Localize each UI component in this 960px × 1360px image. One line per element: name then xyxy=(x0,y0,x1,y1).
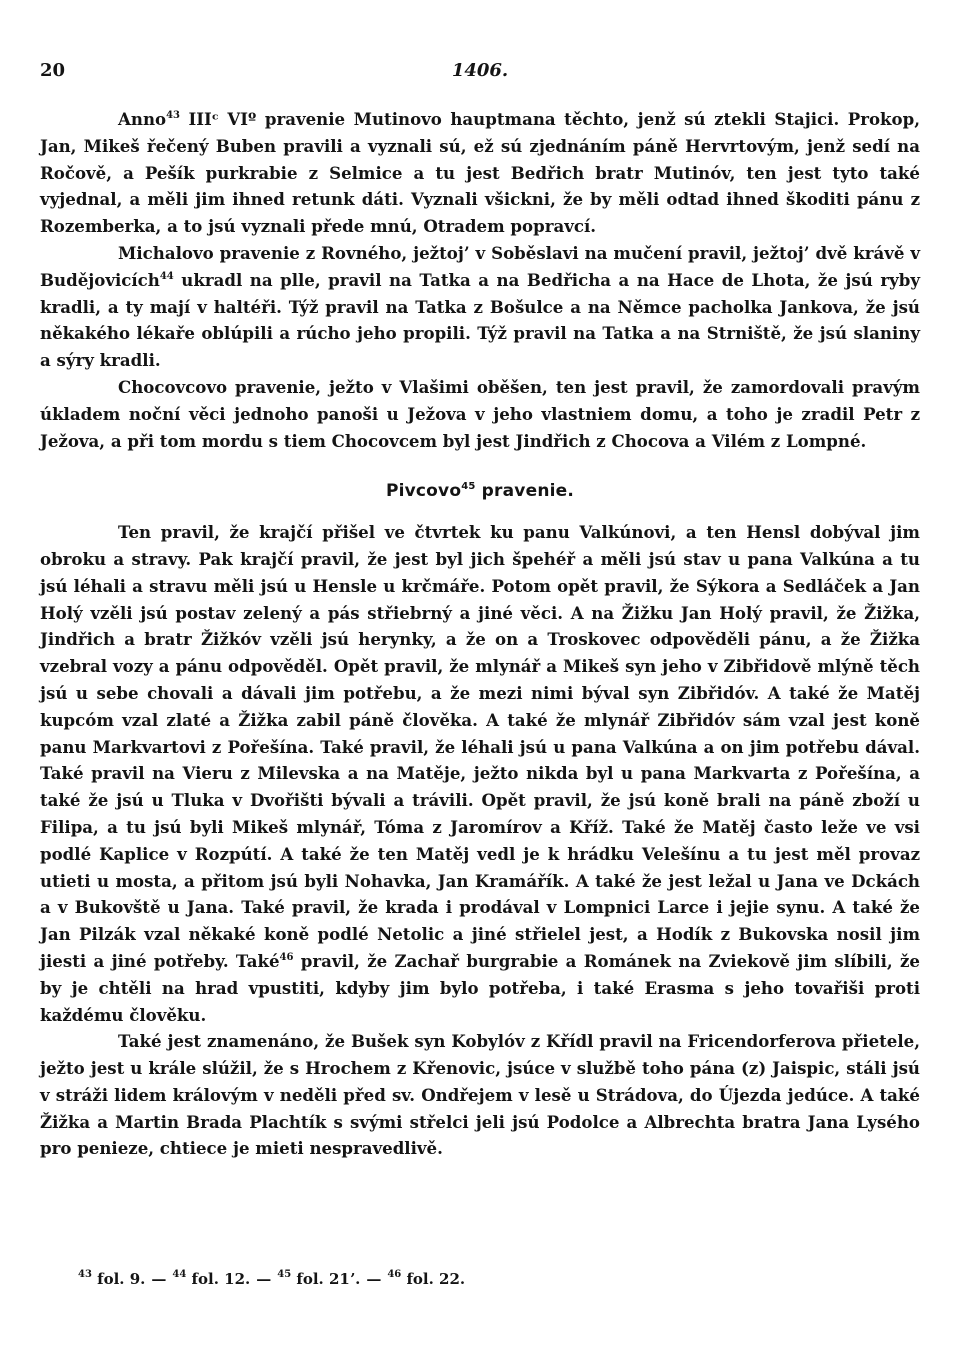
section-heading-title: Pivcovo xyxy=(385,481,462,502)
footnote-item xyxy=(277,1270,360,1288)
paragraph-text: Ten pravil, že krajčí přišel ve čtvrtek ku panu Valkúnovi, a ten Hensl dobýval jim obroku a stravy. Pak krajčí pravil, že jest byl jich špehéř a měli jsú stav u pana Valkúna a tu jsú léhali a stravu měli jsú u Hensle u krčmáře. Potom opět pravil, že Sýkora a Sedláček a Jan Holý vzěli jsú postav zelený a pás střiebrný a jiné věci. A na Žižku Jan Holý pravil, že Žižka, Jindřich a bratr Žižkóv vzěli jsú herynky, a že on a Troskovec odpověděli pánu, a že Žižka vzebral vozy a pánu odpověděl. Opět pravil, že mlynář a Mikeš syn jeho v Zibřidově mlýně těch jsú u sebe chovali a dávali jim potřebu, a že mezi nimi býval syn Zibřidóv. A také že Matěj kupcóm vzal zlaté a Žižka zabil páně člověka. A také že mlynář Zibřidóv sám vzal jest koně panu Markvartovi z Pořešína. Také pravil, že léhali jsú u pana Valkúna a on jim potřebu dával. Také pravil na Vieru z Milevska a na Matěje, ježto nikda byl u pana Markvarta z Pořešína, a také že jsú u Tluka v Dvořišti bývali a trávili. Opět pravil, že jsú koně brali na páně zboží u Filipa, a tu jsú byli Mikeš mlynář, Tóma z Jaromírov a Kříž. Také že Matěj často leže ve vsi podlé Kaplice v Rozpútí. A také že ten Matěj vedl je k hrádku Velešínu a tu jest měl provaz utieti u mosta, a přitom jsú byli Nohavka, Jan Kramářík. A také že jest ležal u Jana ve Dckách a v Bukovště u Jana. Také pravil, že krada i prodával v Lompnici Larce i jejie synu. A také že Jan Pilzák vzal někaké koně podlé Netolic a jiné střielel jest, a Hodík z Bukovska nosil jim jiesti a jiné potřeby. Také xyxy=(40,522,920,971)
footnote-text: fol. 22. xyxy=(401,1270,466,1288)
footnotes xyxy=(78,1270,920,1288)
footnote-text: fol. 21ʼ. xyxy=(291,1270,361,1288)
footnote-ref: 46 xyxy=(279,951,294,963)
paragraph-text: Chocovcovo pravenie, ježto v Vlašimi oběšen, ten jest pravil, že zamordovali pravým úkladem noční věci jednoho panoši u Ježova v jeho vlastniem domu, a toho je zradil Petr z Ježova, a při tom mordu s tiem Chocovcem byl jest Jindřich z Chocova a Vilém z Lompné. xyxy=(40,376,920,451)
paragraph-text: IIIᶜ VIº pravenie Mutinovo hauptmana těchto, jenž sú ztekli Stajici. Prokop, Jan, Mikeš řečený Buben pravili a vyznali sú, ež sú zjednáním páně Hervrtovým, jenž sedí na Ročově, a Pešík purkrabie z Selmice a tu jest Bedřich bratr Mutinóv, ten jest tyto také vyjednal, a měli jim ihned retunk dáti. Vyznali všickni, že by měli odtad ihned škoditi pánu z Rozemberka, a to jsú vyznali přede mnú, Otradem popravcí. xyxy=(40,109,920,237)
paragraph-text: pravil, že Zachař burgrabie a Románek na Zviekově jim slíbili, že by je chtěli na hrad vpustiti, kdyby jim bylo potřeba, i také Erasma s jeho tovařiši proti každému člověku. xyxy=(40,950,920,1025)
footnote-separator: — xyxy=(151,1270,167,1288)
footnote-item xyxy=(78,1270,145,1288)
section-heading xyxy=(40,478,920,505)
footnote-item xyxy=(387,1270,465,1288)
paragraph xyxy=(40,374,920,454)
footnote-separator: — xyxy=(256,1270,272,1288)
top-paragraphs xyxy=(40,106,920,454)
footnote-ref: 43 xyxy=(166,110,180,121)
paragraph xyxy=(40,240,920,374)
paragraph xyxy=(40,1028,920,1162)
footnote-text: fol. 12. xyxy=(186,1270,251,1288)
footnote-number: 43 xyxy=(78,1269,92,1280)
running-head-year: 1406. xyxy=(451,60,509,81)
section-heading-footnote-ref: 45 xyxy=(461,481,476,493)
footnote-number: 45 xyxy=(277,1269,292,1280)
footnote-text: fol. 9. xyxy=(91,1270,146,1288)
footnote-ref: 44 xyxy=(159,270,174,282)
paragraph-text: Anno xyxy=(118,109,167,129)
paragraph-text: Také jest znamenáno, že Bušek syn Kobylóv z Křídl pravil na Fricendorferova přietele, ježto jest u krále slúžil, že s Hrochem z Křenovic, jsúce v službě toho pána (z) Jaispic, stáli jsú v stráži lidem královým v neděli před sv. Ondřejem v lesě u Strádova, do Újezda jedúce. A také Žižka a Martin Brada Plachtík s svými střelci jeli jsú Podolce a Albrechta bratra Jana Lysého pro penieze, chtiece je mieti nespravedlivě. xyxy=(40,1031,920,1159)
paragraph-text: Michalovo pravenie z Rovného, ježtoj’ v Soběslavi na mučení pravil, ježtoj’ dvě krávě v Budějovicích xyxy=(40,242,920,290)
footnote-number: 46 xyxy=(387,1269,402,1280)
section-heading-suffix: pravenie. xyxy=(475,481,575,502)
footnote-item xyxy=(172,1270,250,1288)
body-text xyxy=(40,106,920,1162)
paragraph-text: ukradl na plle, pravil na Tatka a na Bedřicha a na Hace de Lhota, že jsú ryby kradli, a ty mají v haltéři. Týž pravil na Tatka z Bošulce a na Němce pacholka Jankova, že jsú někakého lékaře oblúpili a rúcho jeho propili. Týž pravil na Tatka a na Strniště, že jsú slaniny a sýry kradli. xyxy=(40,269,920,371)
footnote-separator: — xyxy=(366,1270,382,1288)
page-number: 20 xyxy=(40,60,66,81)
paragraph xyxy=(40,106,920,240)
page-header xyxy=(40,60,920,84)
paragraph xyxy=(40,519,920,1028)
footnote-number: 44 xyxy=(172,1269,187,1280)
bottom-paragraphs xyxy=(40,519,920,1162)
